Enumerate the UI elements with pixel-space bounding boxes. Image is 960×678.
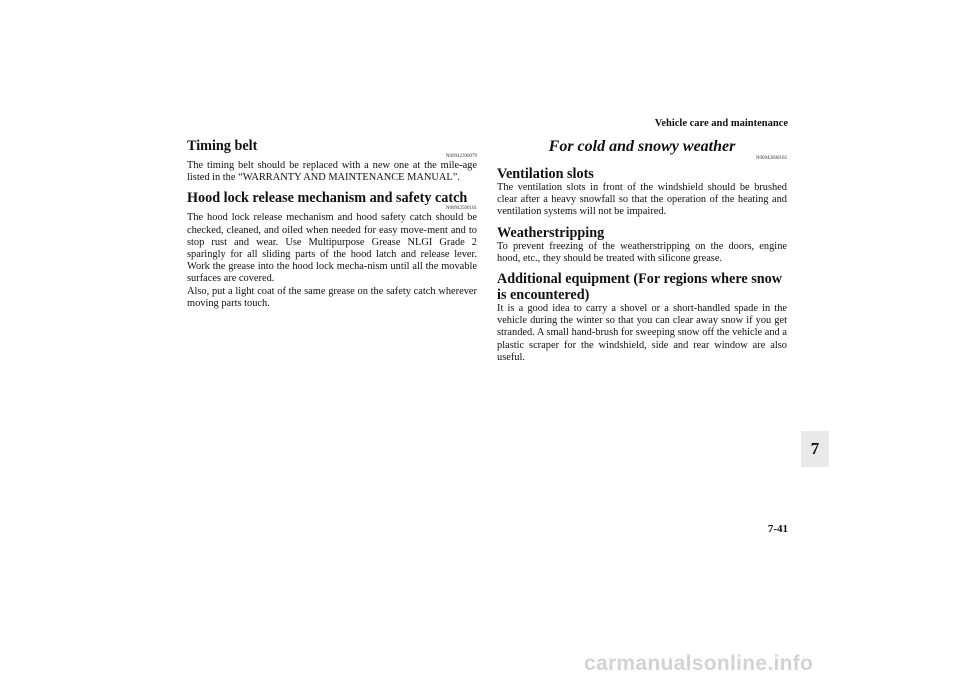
section-heading-timing-belt: Timing belt bbox=[187, 138, 258, 154]
page-number: 7-41 bbox=[767, 523, 788, 535]
right-column bbox=[497, 138, 787, 364]
running-title: Vehicle care and maintenance bbox=[654, 118, 788, 129]
section-heading-weatherstripping: Weatherstripping bbox=[497, 224, 605, 241]
paragraph: It is a good idea to carry a shovel or a short-handled spade in the vehicle during the winter so that you can clear away snow if you get stranded. A small hand-brush for sweeping snow off the vehicle and a plastic scraper for the windshield, side and rear window are also useful. bbox=[497, 303, 787, 363]
section-heading-hood-lock: Hood lock release mechanism and safety catch bbox=[187, 190, 468, 207]
watermark-logo: carmanualsonline.info bbox=[584, 652, 814, 675]
chapter-tab: 7 bbox=[801, 431, 829, 467]
section-code: N00942500101 bbox=[445, 206, 477, 212]
paragraph: The ventilation slots in front of the windshield should be brushed clear after a heavy snowfall so that the operation of the heating and ventilation systems will not be impaired. bbox=[497, 182, 787, 218]
section-heading-ventilation: Ventilation slots bbox=[497, 166, 594, 182]
left-column bbox=[187, 138, 477, 310]
paragraph: The timing belt should be replaced with a new one at the mile-age listed in the “WARRANTY AND MAINTENANCE MANUAL”. bbox=[187, 160, 477, 184]
chapter-code: N00942600102 bbox=[755, 156, 787, 161]
paragraph: Also, put a light coat of the same grease on the safety catch wherever moving parts touch. bbox=[187, 285, 477, 309]
chapter-title: For cold and snowy weather bbox=[548, 138, 736, 155]
paragraph: The hood lock release mechanism and hood safety catch should be checked, cleaned, and oiled when needed for easy move-ment and to stop rust and wear. Use Multipurpose Grease NLGI Grade 2 sparingly for all sliding parts of the hood latch and release lever. Work the grease into the hood lock mecha-nism until all the movable surfaces are covered. bbox=[187, 212, 477, 285]
section-heading-additional-equipment: Additional equipment (For regions where snow is encountered) bbox=[497, 271, 782, 304]
section-code: N00942300079 bbox=[445, 154, 477, 159]
paragraph: To prevent freezing of the weatherstripping on the doors, engine hood, etc., they should be treated with silicone grease. bbox=[497, 240, 787, 264]
